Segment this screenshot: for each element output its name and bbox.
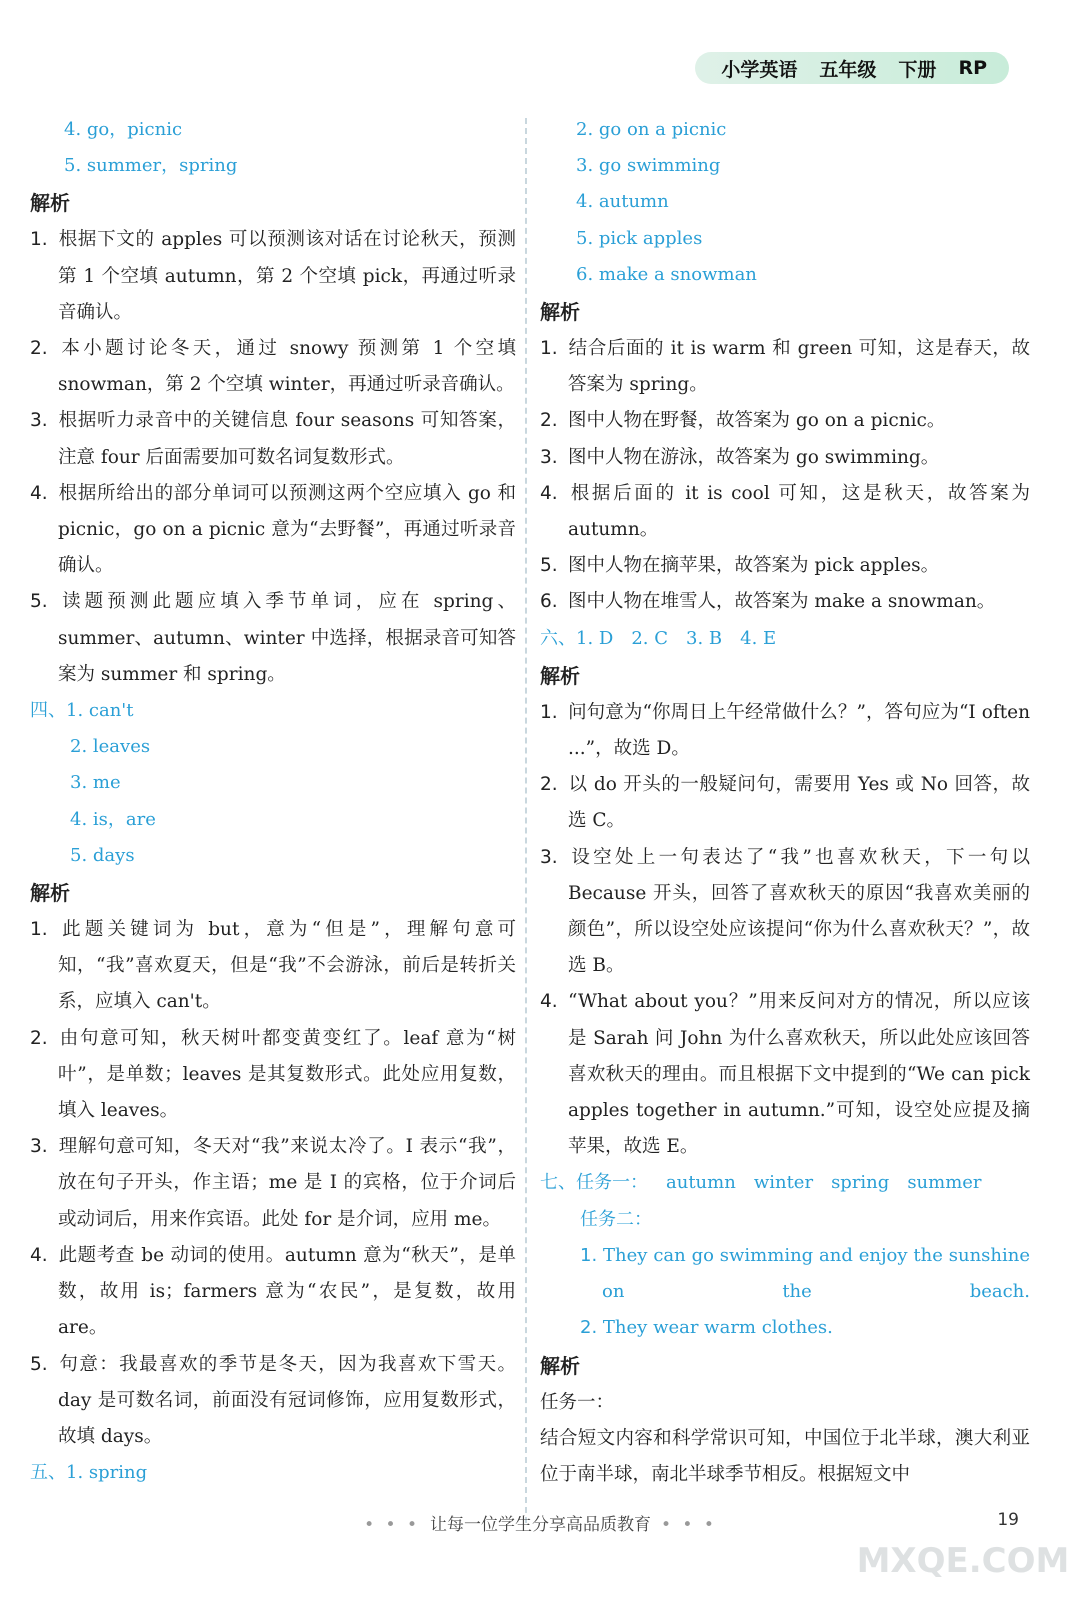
season-word: summer: [907, 1172, 982, 1194]
column-divider: [525, 118, 527, 1523]
analysis-item: 4. 根据后面的 it is cool 可知，这是秋天，故答案为 autumn。: [540, 482, 1030, 541]
header-badge: [695, 52, 1009, 84]
footer-dots-left: • • •: [364, 1515, 420, 1535]
analysis-item: 2. 由句意可知，秋天树叶都变黄变红了。leaf 意为“树叶”，是单数；leaves 是其复数形式。此处应用复数，填入 leaves。: [30, 1027, 516, 1122]
task2-label: 任务二：: [580, 1208, 652, 1230]
header-term: 下册: [898, 58, 937, 81]
analysis-item: 5. 图中人物在摘苹果，故答案为 pick apples。: [540, 555, 940, 577]
analysis-item: 1. 问句意为“你周日上午经常做什么？”，答句应为“I often ...”，故选 D。: [540, 701, 1030, 760]
header-edition: RP: [958, 57, 987, 79]
answer-line: 5. days: [70, 844, 135, 866]
analysis-heading: 解析: [30, 191, 70, 216]
season-word: spring: [831, 1172, 890, 1194]
analysis-item: 3. 根据听力录音中的关键信息 four seasons 可知答案，注意 four 后面需要加可数名词复数形式。: [30, 410, 516, 468]
analysis-item: 2. 图中人物在野餐，故答案为 go on a picnic。: [540, 410, 946, 432]
section-five-answer: 五、1. spring: [30, 1462, 148, 1484]
analysis-item: 3. 设空处上一句表达了“我”也喜欢秋天，下一句以 Because 开头，回答了喜欢秋天的原因“我喜欢美丽的颜色”，所以设空处应该提问“你为什么喜欢秋天？”，故选 B。: [540, 846, 1030, 977]
answer-line: 2. leaves: [70, 736, 151, 758]
analysis-heading: 解析: [540, 300, 580, 325]
analysis-item: 4. 此题考查 be 动词的使用。autumn 意为“秋天”，是单数，故用 is；farmers 意为“农民”，是复数，故用 are。: [30, 1244, 516, 1339]
analysis-item: 4. “What about you？”用来反问对方的情况，所以应该是 Sarah 问 John 为什么喜欢秋天，所以此处应该回答喜欢秋天的理由。而且根据下文中提到的“We can pick apples together in autumn.”可知，设空处应提及摘苹果，故选 E。: [540, 991, 1030, 1158]
task1-label: 七、任务一：: [540, 1172, 648, 1194]
section-four-answer: 四、1. can't: [30, 700, 134, 722]
analysis-item: 2. 以 do 开头的一般疑问句，需要用 Yes 或 No 回答，故选 C。: [540, 774, 1030, 832]
answer-line: 6. make a snowman: [576, 263, 757, 285]
analysis-item: 2. 本小题讨论冬天，通过 snowy 预测第 1 个空填 snowman，第 2 个空填 winter，再通过听录音确认。: [30, 338, 516, 396]
analysis-item: 3. 理解句意可知，冬天对“我”来说太冷了。I 表示“我”，放在句子开头，作主语；me 是 I 的宾格，位于介词后或动词后，用来作宾语。此处 for 是介词，应用 me。: [30, 1136, 516, 1230]
answer-line: 4. go，picnic: [64, 119, 183, 140]
answer-line: 3. go swimming: [576, 155, 721, 177]
watermark-text: MXQE.COM: [856, 1541, 1070, 1581]
analysis-item: 4. 根据所给出的部分单词可以预测这两个空应填入 go 和 picnic，go on a picnic 意为“去野餐”，再通过听录音确认。: [30, 482, 516, 577]
season-word: autumn: [666, 1172, 736, 1194]
header-grade: 五年级: [819, 58, 877, 81]
answer-line: 5. pick apples: [576, 227, 703, 249]
right-column: [540, 112, 1030, 1493]
analysis-heading: 解析: [540, 1353, 580, 1378]
footer-slogan: • • • 让每一位学生分享高品质教育 • • •: [364, 1515, 717, 1535]
analysis-item: 1. 根据下文的 apples 可以预测该对话在讨论秋天，预测第 1 个空填 autumn，第 2 个空填 pick，再通过听录音确认。: [30, 229, 516, 323]
answer-line: 2. go on a picnic: [576, 119, 727, 140]
task2-answer: 2. They wear warm clothes.: [580, 1317, 833, 1339]
task1-label-text: 任务一：: [540, 1391, 615, 1413]
analysis-item: 1. 结合后面的 it is warm 和 green 可知，这是春天，故答案为 spring。: [540, 338, 1030, 396]
analysis-item: 1. 此题关键词为 but，意为“但是”，理解句意可知，“我”喜欢夏天，但是“我”不会游泳，前后是转折关系，应填入 can't。: [30, 919, 516, 1013]
analysis-item: 3. 图中人物在游泳，故答案为 go swimming。: [540, 446, 940, 468]
footer-dots-right: • • •: [661, 1515, 717, 1535]
header-subject: 小学英语: [721, 58, 798, 81]
section-six-answer: 六、1. D 2. C 3. B 4. E: [540, 627, 777, 649]
analysis-heading: 解析: [30, 881, 70, 906]
task1-analysis-text: 结合短文内容和科学常识可知，中国位于北半球，澳大利亚位于南半球，南北半球季节相反。根据短文中: [540, 1427, 1030, 1485]
analysis-item: 5. 句意：我最喜欢的季节是冬天，因为我喜欢下雪天。day 是可数名词，前面没有冠词修饰，应用复数形式，故填 days。: [30, 1353, 516, 1447]
analysis-item: 5. 读题预测此题应填入季节单词，应在 spring、summer、autumn、winter 中选择，根据录音可知答案为 summer 和 spring。: [30, 591, 516, 685]
answer-line: 5. summer，spring: [64, 155, 238, 177]
analysis-heading: 解析: [540, 663, 580, 688]
task2-answer: 1. They can go swimming and enjoy the sunshine on the beach.: [580, 1244, 1030, 1303]
analysis-item: 6. 图中人物在堆雪人，故答案为 make a snowman。: [540, 591, 996, 613]
section-seven-task1: [540, 1165, 1030, 1201]
watermark-logo: [853, 1500, 1073, 1590]
season-word: winter: [753, 1172, 814, 1194]
answer-line: 3. me: [70, 772, 121, 794]
answer-line: 4. autumn: [576, 191, 669, 213]
answer-line: 4. is，are: [70, 808, 156, 830]
left-column: [30, 112, 516, 1491]
page-number: 19: [997, 1510, 1019, 1530]
